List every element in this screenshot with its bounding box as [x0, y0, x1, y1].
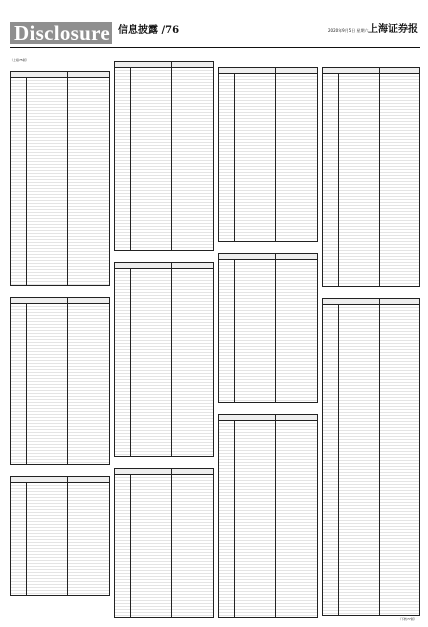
disclosure-table	[10, 71, 110, 286]
disclosure-logo	[10, 22, 112, 44]
disclosure-table	[218, 414, 318, 618]
table-header	[11, 72, 109, 78]
masthead-rule	[10, 47, 420, 48]
table-header	[11, 477, 109, 483]
column-3	[218, 58, 318, 618]
disclosure-table	[322, 67, 420, 287]
table-header	[219, 68, 317, 74]
table-header	[115, 263, 213, 269]
disclosure-table	[114, 61, 214, 251]
table-title	[10, 289, 110, 296]
disclosure-table	[114, 468, 214, 618]
table-title	[10, 468, 110, 475]
section-title: 信息披露 /76	[118, 25, 180, 36]
table-title	[322, 59, 420, 66]
issue-date: 2020年9月5日 星期六	[328, 28, 369, 33]
brand-label: Disclosure	[14, 21, 110, 45]
disclosure-table	[218, 253, 318, 403]
table-header	[219, 415, 317, 421]
table-header	[115, 62, 213, 68]
table-title	[114, 254, 214, 261]
table-header	[219, 254, 317, 260]
table-header	[11, 298, 109, 304]
newspaper-name: 上海证券报	[368, 24, 418, 35]
continued-note: （上接75版）	[10, 58, 29, 62]
disclosure-table	[218, 67, 318, 242]
disclosure-table	[10, 297, 110, 465]
table-title	[10, 63, 110, 70]
masthead	[10, 22, 420, 44]
column-1	[10, 58, 110, 618]
column-4	[322, 58, 420, 618]
table-title	[114, 460, 214, 467]
continued-footer: （下转77版）	[398, 617, 417, 621]
table-header	[323, 68, 419, 74]
table-title	[10, 599, 110, 606]
table-title	[218, 406, 318, 413]
table-title	[218, 59, 318, 66]
page-content	[10, 58, 420, 618]
disclosure-table	[10, 476, 110, 596]
disclosure-table	[114, 262, 214, 457]
table-title	[218, 245, 318, 252]
table-title	[322, 290, 420, 297]
disclosure-table	[322, 298, 420, 616]
table-header	[115, 469, 213, 475]
column-2	[114, 58, 214, 618]
table-header	[323, 299, 419, 305]
